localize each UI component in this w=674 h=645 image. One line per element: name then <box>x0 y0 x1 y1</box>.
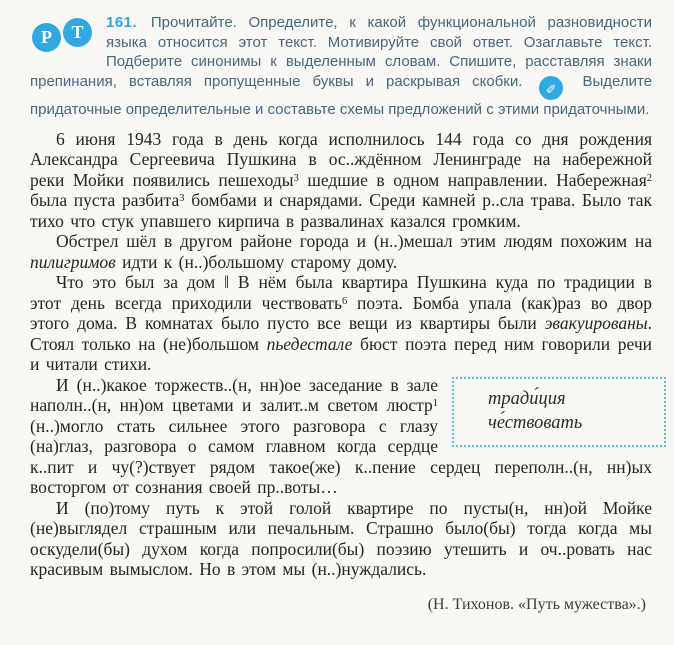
attribution: (Н. Тихонов. «Путь мужества».) <box>427 595 646 613</box>
paragraph-5: И (по)тому путь к этой голой квартире по пусты(н, нн)ой Мойке (не)выглядел страшным или печальным. Страшно было(бы) тогда когда мы оскудели(бы) духом когда попросили(бы) поэзию утешить и оч..ровать нас красивым вымыслом. Но в этом мы (н..)нуждались. <box>30 497 652 579</box>
exercise-text <box>30 129 652 580</box>
badge-t-icon: Т <box>63 18 92 47</box>
vocabulary-box <box>452 377 666 447</box>
pencil-icon <box>539 76 563 100</box>
paragraph-3: Что это был за дом ‖ В нём была квартира Пушкина куда по традиции в этот день всегда приходили чествовать$^6$ поэта. Бомба упала (как)раз во двор этого дома. В комнатах было пусто все вещи из квартиры были эвакуированы. Стоял только на (не)большом пьедестале бюст поэта перед ним говорили речи и читали стихи. <box>30 272 653 374</box>
paragraph-1: 6 июня 1943 года в день когда исполнилось 144 года со дня рождения Александра Сергеевича Пушкина в ос..ждённом Ленинграде на набережной реки Мойки появились пешеходы$^3$ шедшие в одном направлении. Набережная$^2$ была пуста разбита$^3$ бомбами и снарядами. Среди камней р..сла трава. Было так тихо что стук упавшего кирпича в развалинах казался громким. <box>30 128 652 231</box>
instruction-text-part1: Прочитайте. Определите, к какой функциональной разновидности языка относится этот текст. Мотивируйте свой ответ. Озаглавьте текст. Подберите синонимы к выделенным словам. Спишите, расставляя знаки препинания, вставляя пропущенные буквы и раскрывая скобки. <box>30 14 652 90</box>
paragraph-4: тради́ция че́ствовать И (н..)какое торжеств..(н, нн)ое заседание в зале наполн..(н, нн)ом цветами и залит..м светом люстр$^1$ (н..)могло стать сильнее этого разговора с глазу (на)глаз, разговора о самом главном когда сердце к..пит и чу(?)ствует рядом такое(же) к..пение сердец переполн..(н, нн)ых восторгом от сознания своей пр..воты… <box>30 375 652 498</box>
instruction-text-part2: Выделите придаточные определительные и составьте схемы предложений с этими придаточными. <box>30 72 653 118</box>
exercise-instructions <box>30 13 652 120</box>
exercise-number: 161. <box>106 14 138 31</box>
vocabulary-word-1: тради́ция <box>488 388 566 409</box>
exercise-badges <box>30 14 100 55</box>
paragraph-2: Обстрел шёл в другом районе города и (н..)мешал этим людям похожим на пилигримов идти к (н..)большому старому дому. <box>30 231 652 272</box>
vocabulary-word-2: че́ствовать <box>488 412 583 433</box>
pencil-glyph: ✎ <box>543 82 559 94</box>
badge-r-icon: Р <box>32 23 61 52</box>
